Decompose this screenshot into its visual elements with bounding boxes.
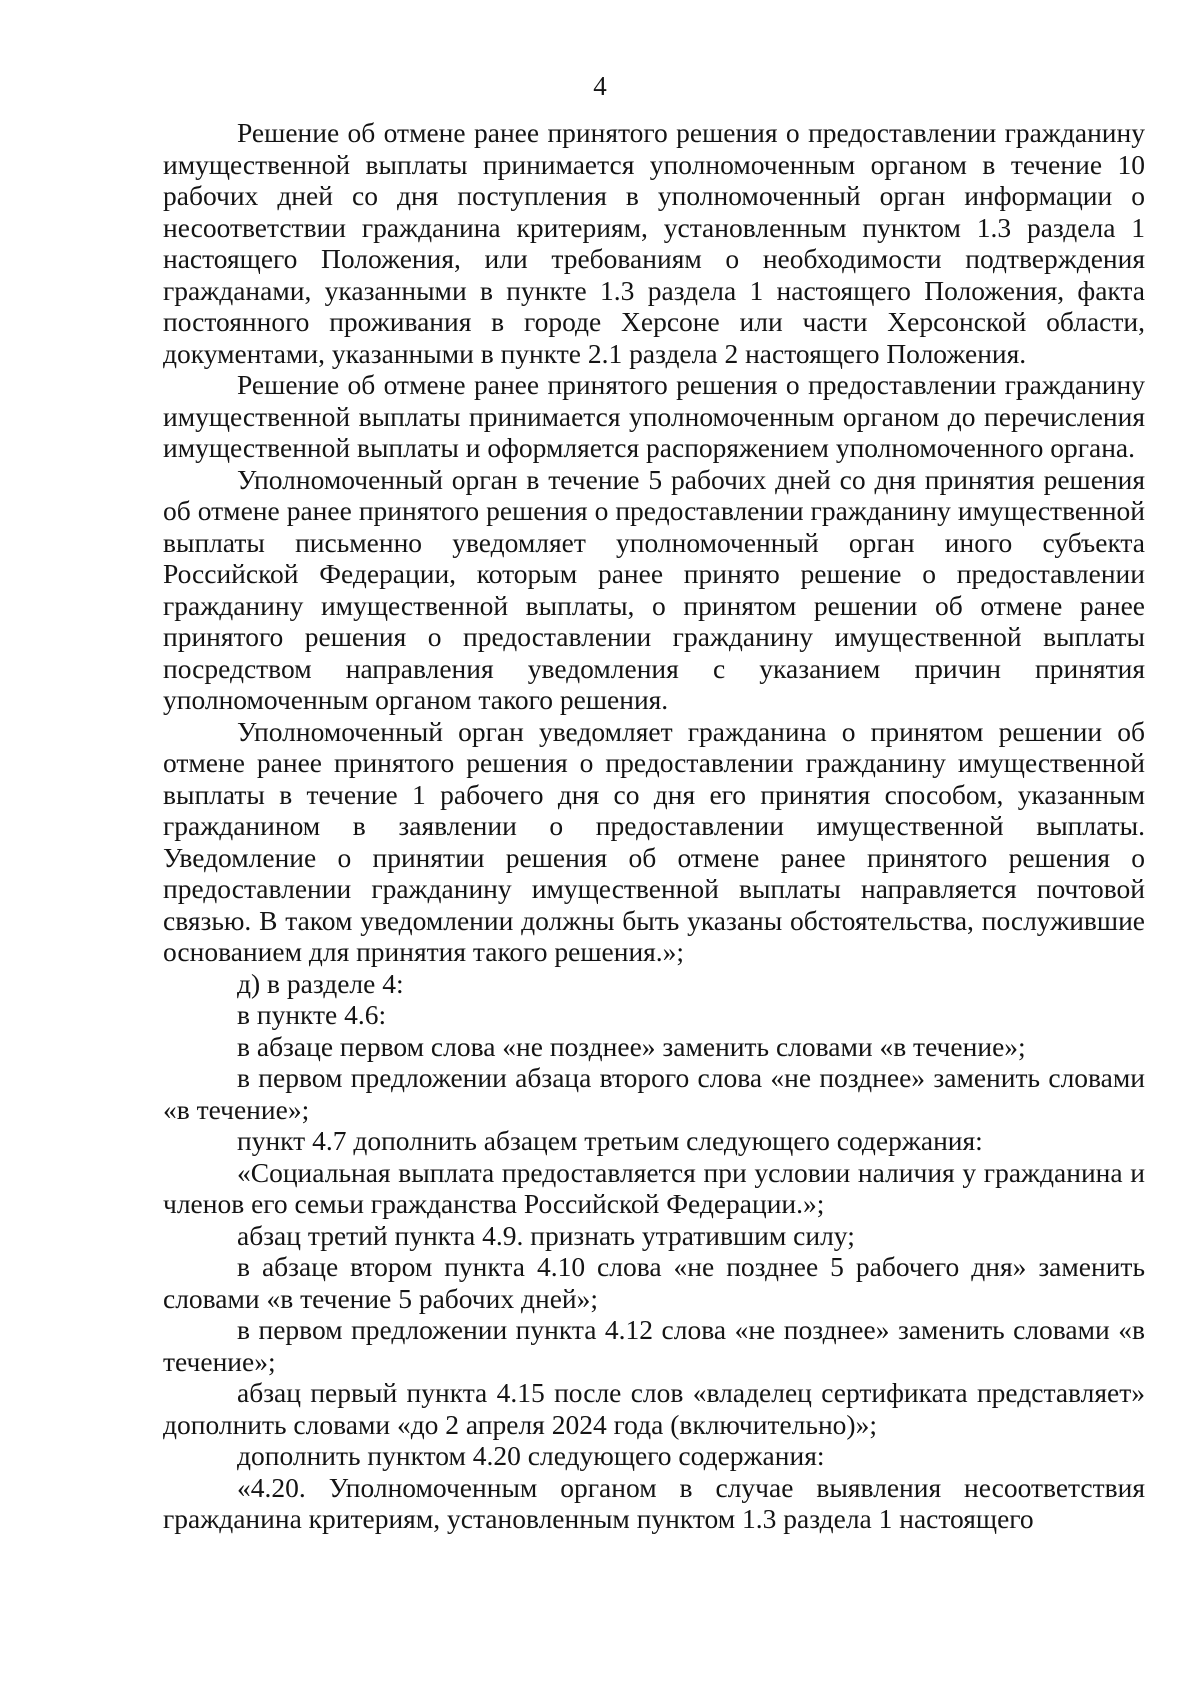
paragraph-5: д) в разделе 4: (237, 967, 404, 999)
paragraph-16: «4.20. Уполномоченным органом в случае выявления несоответствия гражданина критериям, установленным пунктом 1.3 раздела 1 настоящего (163, 1471, 1145, 1534)
paragraph-10: «Социальная выплата предоставляется при условии наличия у гражданина и членов его семьи гражданства Российской Федерации.»; (163, 1156, 1145, 1219)
paragraph-1: Решение об отмене ранее принятого решения о предоставлении гражданину имущественной выплаты принимается уполномоченным органом в течение 10 рабочих дней со дня поступления в уполномоченный орган информации о несоответствии гражданина критериям, установленным пунктом 1.3 раздела 1 настоящего Положения, или требованиям о необходимости подтверждения гражданами, указанными в пункте 1.3 раздела 1 настоящего Положения, факта постоянного проживания в городе Херсоне или части Херсонской области, документами, указанными в пункте 2.1 раздела 2 настоящего Положения. (163, 117, 1145, 369)
paragraph-8: в первом предложении абзаца второго слова «не позднее» заменить словами «в течение»; (163, 1062, 1145, 1125)
paragraph-9: пункт 4.7 дополнить абзацем третьим следующего содержания: (237, 1125, 983, 1156)
paragraph-14: абзац первый пункта 4.15 после слов «владелец сертификата представляет» дополнить словами «до 2 апреля 2024 года (включительно)»; (163, 1377, 1145, 1440)
paragraph-13: в первом предложении пункта 4.12 слова «не позднее» заменить словами «в течение»; (163, 1314, 1145, 1377)
paragraph-11: абзац третий пункта 4.9. признать утратившим силу; (237, 1219, 855, 1251)
paragraph-12: в абзаце втором пункта 4.10 слова «не позднее 5 рабочего дня» заменить словами «в течение 5 рабочих дней»; (163, 1251, 1145, 1314)
document-body (163, 117, 1145, 1535)
paragraph-7: в абзаце первом слова «не позднее» заменить словами «в течение»; (237, 1030, 1026, 1062)
paragraph-6: в пункте 4.6: (237, 999, 387, 1030)
paragraph-15: дополнить пунктом 4.20 следующего содержания: (237, 1440, 825, 1471)
paragraph-3: Уполномоченный орган в течение 5 рабочих дней со дня принятия решения об отмене ранее принятого решения о предоставлении гражданину имущественной выплаты письменно уведомляет уполномоченный орган иного субъекта Российской Федерации, которым ранее принято решение о предоставлении гражданину имущественной выплаты, о принятом решении об отмене ранее принятого решения о предоставлении гражданину имущественной выплаты посредством направления уведомления с указанием причин принятия уполномоченным органом такого решения. (163, 463, 1145, 715)
page-number: 4 (593, 71, 607, 101)
paragraph-4: Уполномоченный орган уведомляет гражданина о принятом решении об отмене ранее принятого решения о предоставлении гражданину имущественной выплаты в течение 1 рабочего дня со дня его принятия способом, указанным гражданином в заявлении о предоставлении имущественной выплаты. Уведомление о принятии решения об отмене ранее принятого решения о предоставлении гражданину имущественной выплаты направляется почтовой связью. В таком уведомлении должны быть указаны обстоятельства, послужившие основанием для принятия такого решения.»; (163, 715, 1145, 967)
paragraph-2: Решение об отмене ранее принятого решения о предоставлении гражданину имущественной выплаты принимается уполномоченным органом до перечисления имущественной выплаты и оформляется распоряжением уполномоченного органа. (163, 369, 1145, 463)
